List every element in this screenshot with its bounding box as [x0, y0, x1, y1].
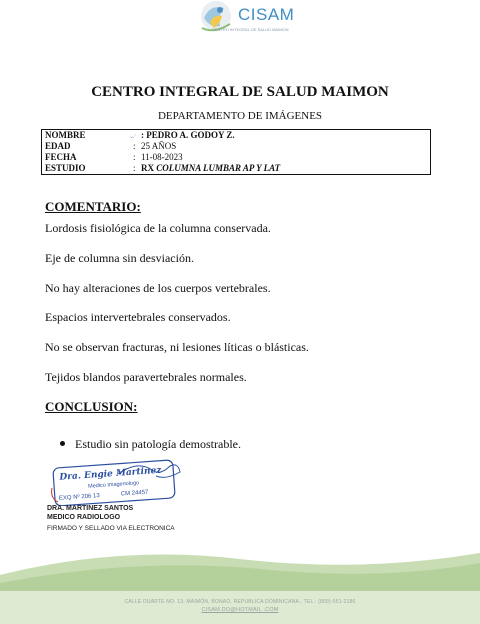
logo-subtext: CENTRO INTEGRAL DE SALUD MAIMON [212, 27, 289, 32]
fecha-colon: : [133, 152, 136, 162]
report-line: Espacios intervertebrales conservados. [45, 310, 231, 324]
report-line: Tejidos blandos paravertebrales normales. [45, 370, 247, 384]
edad-value: 25 AÑOS [141, 141, 177, 151]
report-line: No se observan fracturas, ni lesiones líticas o blásticas. [45, 340, 309, 354]
patient-info-box [41, 129, 431, 175]
report-line: Lordosis fisiológica de la columna conservada. [45, 221, 271, 235]
stamp-exq: EXQ Nº 206 13 [58, 493, 100, 502]
department-subtitle: DEPARTAMENTO DE IMÁGENES [157, 110, 323, 122]
logo-text: CISAM [238, 5, 295, 24]
fecha-label: FECHA [45, 152, 77, 162]
stamp-cm: CM 24457 [120, 489, 149, 498]
nombre-label: NOMBRE [45, 130, 86, 140]
estudio-label: ESTUDIO [45, 163, 86, 173]
report-line: No hay alteraciones de los cuerpos vertebrales. [45, 281, 271, 295]
bullet-icon [60, 441, 65, 446]
conclusion-item: Estudio sin patología demostrable. [75, 437, 241, 451]
estudio-name: COLUMNA LUMBAR AP Y LAT [156, 163, 281, 173]
small-mark-icon: ⌄⁄ [129, 134, 136, 140]
edad-label: EDAD [45, 141, 71, 151]
stamp-name: Dra. Engie Martinez [59, 465, 162, 483]
fecha-value: 11-08-2023 [141, 152, 183, 162]
estudio-colon: : [133, 163, 136, 173]
nombre-value: : PEDRO A. GODOY Z. [141, 130, 235, 140]
doctor-title: MEDICO RADIOLOGO [47, 514, 121, 521]
comentario-heading: COMENTARIO: [45, 199, 141, 214]
footer-address: CALLE DUARTE NO. 13, MAIMÓN, BONAO, REPUBLICA DOMINICANA., TEL.: (809)-551-2186 [124, 599, 356, 605]
report-line: Eje de columna sin desviación. [45, 251, 194, 265]
doctor-name: DRA. MARTINEZ SANTOS [47, 505, 134, 512]
estudio-value [141, 163, 280, 174]
edad-colon: : [133, 141, 136, 151]
footer-email[interactable]: CISAM.DO@HOTMAIL .COM [201, 607, 279, 613]
document-title: CENTRO INTEGRAL DE SALUD MAIMON [91, 84, 389, 100]
conclusion-heading: CONCLUSION: [45, 399, 138, 414]
stamp-role: Medico Imagenologo [87, 480, 140, 490]
estudio-prefix: RX [141, 163, 154, 173]
signature-stamp [48, 458, 188, 506]
signed-note: FIRMADO Y SELLADO VIA ELECTRONICA [47, 525, 175, 532]
